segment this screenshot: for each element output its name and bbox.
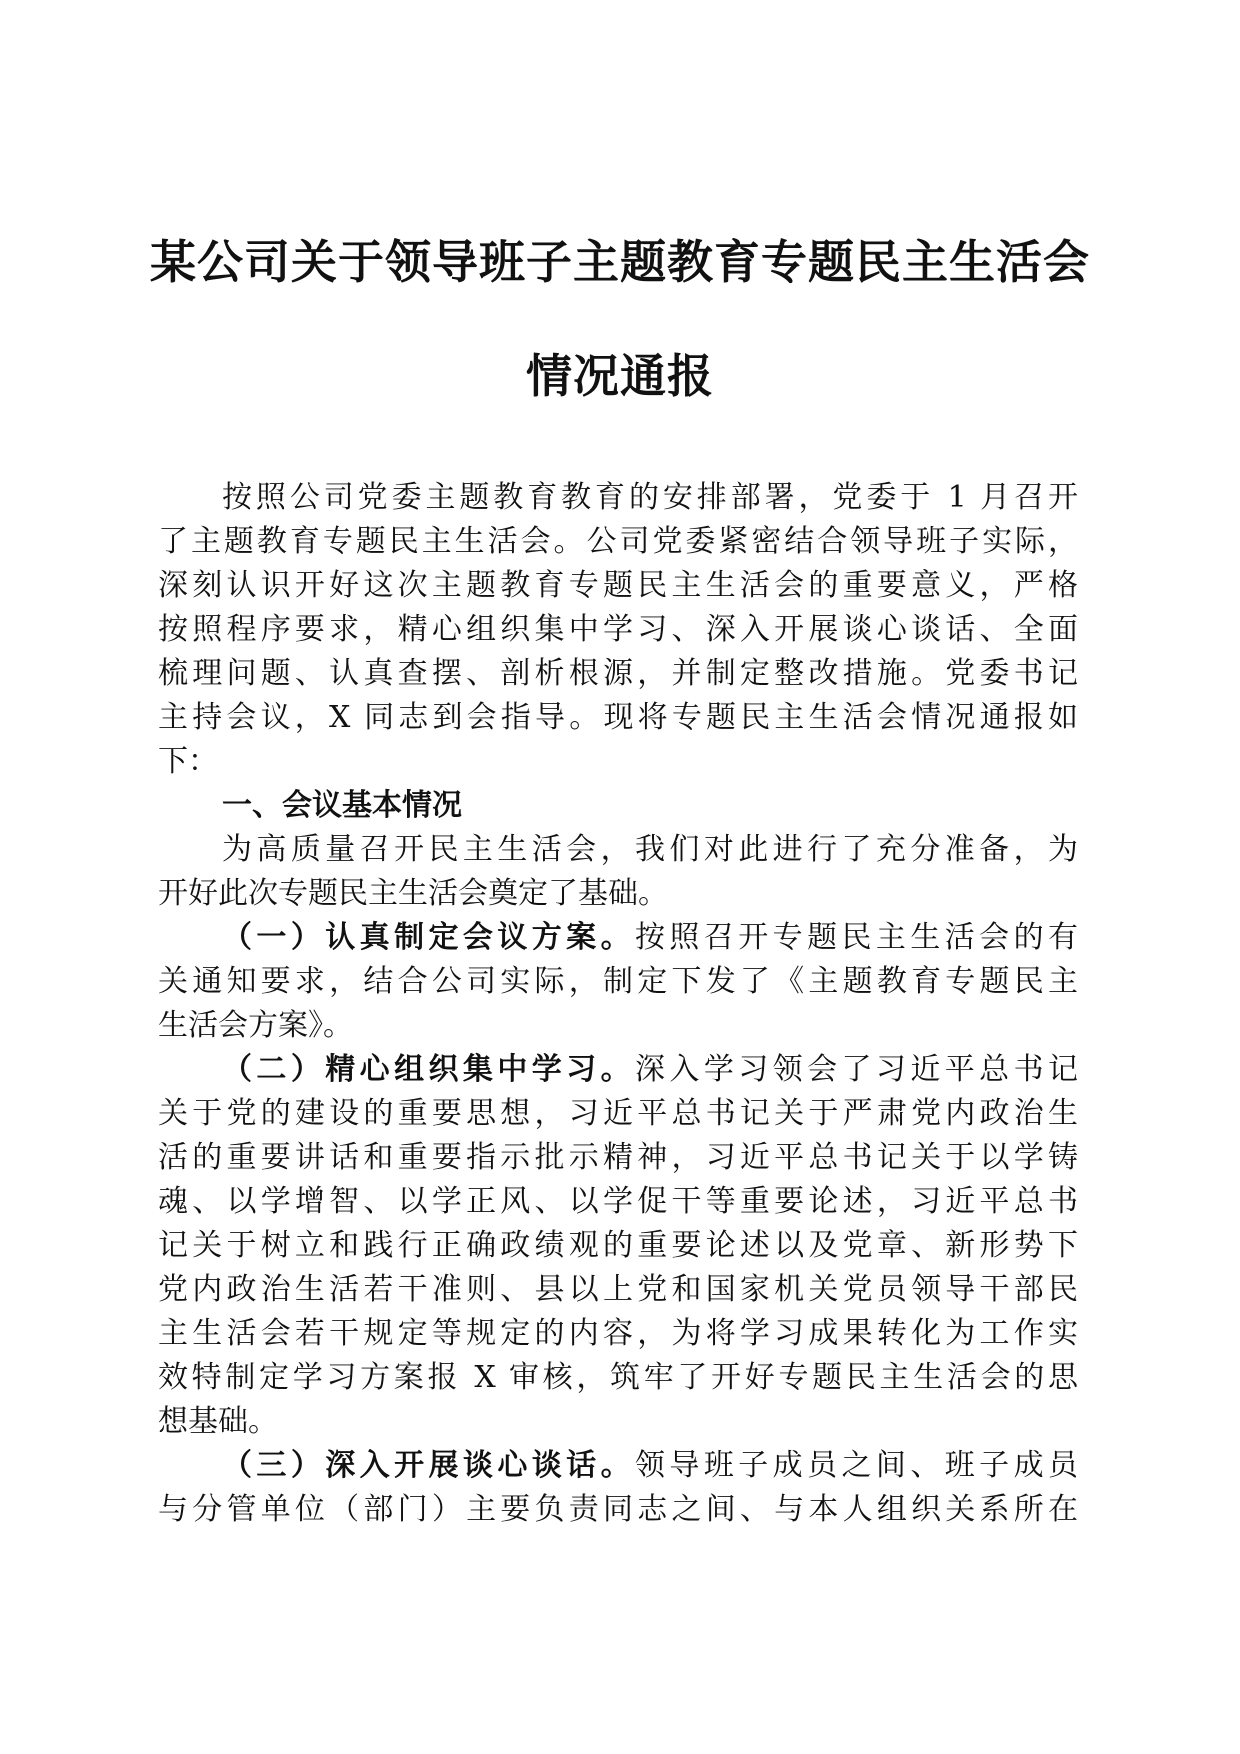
- item-3-first-rest: 领导班子成员之间、班子成员: [635, 1448, 1078, 1483]
- item-1-first-line: [222, 918, 1078, 958]
- item-3-bold-lead: （三）深入开展谈心谈话。: [222, 1448, 635, 1483]
- intro-line: 深刻认识开好这次主题教育专题民主生活会的重要意义，严格: [158, 568, 1078, 603]
- intro-line: 梳理问题、认真查摆、剖析根源，并制定整改措施。党委书记: [158, 656, 1078, 691]
- item-2-line: 想基础。: [158, 1404, 278, 1439]
- item-2-line: 记关于树立和践行正确政绩观的重要论述以及党章、新形势下: [158, 1228, 1078, 1263]
- intro-line: 按照公司党委主题教育教育的安排部署，党委于 1 月召开: [222, 480, 1078, 515]
- item-1-first-rest: 按照召开专题民主生活会的有: [635, 920, 1078, 955]
- document-title-line-1: 某公司关于领导班子主题教育专题民主生活会: [150, 235, 1090, 289]
- document-title-line-2: 情况通报: [526, 349, 714, 403]
- item-2-line: 关于党的建设的重要思想，习近平总书记关于严肃党内政治生: [158, 1096, 1078, 1131]
- item-1-line: 生活会方案》。: [158, 1008, 353, 1043]
- intro-line: 按照程序要求，精心组织集中学习、深入开展谈心谈话、全面: [158, 612, 1078, 647]
- item-2-bold-lead: （二）精心组织集中学习。: [222, 1052, 635, 1087]
- intro-line: 下：: [158, 744, 218, 779]
- item-2-line: 魂、以学增智、以学正风、以学促干等重要论述，习近平总书: [158, 1184, 1078, 1219]
- item-2-line: 党内政治生活若干准则、县以上党和国家机关党员领导干部民: [158, 1272, 1078, 1307]
- section-heading: 一、会议基本情况: [222, 788, 462, 823]
- item-2-line: 主生活会若干规定等规定的内容，为将学习成果转化为工作实: [158, 1316, 1078, 1351]
- section-paragraph-line: 开好此次专题民主生活会奠定了基础。: [158, 876, 668, 911]
- intro-line: 主持会议，X 同志到会指导。现将专题民主生活会情况通报如: [158, 700, 1078, 735]
- item-3-line: 与分管单位（部门）主要负责同志之间、与本人组织关系所在: [158, 1492, 1078, 1527]
- item-2-first-line: [222, 1050, 1078, 1090]
- intro-line: 了主题教育专题民主生活会。公司党委紧密结合领导班子实际，: [158, 524, 1078, 559]
- item-1-bold-lead: （一）认真制定会议方案。: [222, 920, 635, 955]
- item-2-line: 效特制定学习方案报 X 审核，筑牢了开好专题民主生活会的思: [158, 1360, 1078, 1395]
- item-2-first-rest: 深入学习领会了习近平总书记: [635, 1052, 1078, 1087]
- section-paragraph-line: 为高质量召开民主生活会，我们对此进行了充分准备，为: [222, 832, 1078, 867]
- item-2-line: 活的重要讲话和重要指示批示精神，习近平总书记关于以学铸: [158, 1140, 1078, 1175]
- item-1-line: 关通知要求，结合公司实际，制定下发了《主题教育专题民主: [158, 964, 1078, 999]
- item-3-first-line: [222, 1446, 1078, 1486]
